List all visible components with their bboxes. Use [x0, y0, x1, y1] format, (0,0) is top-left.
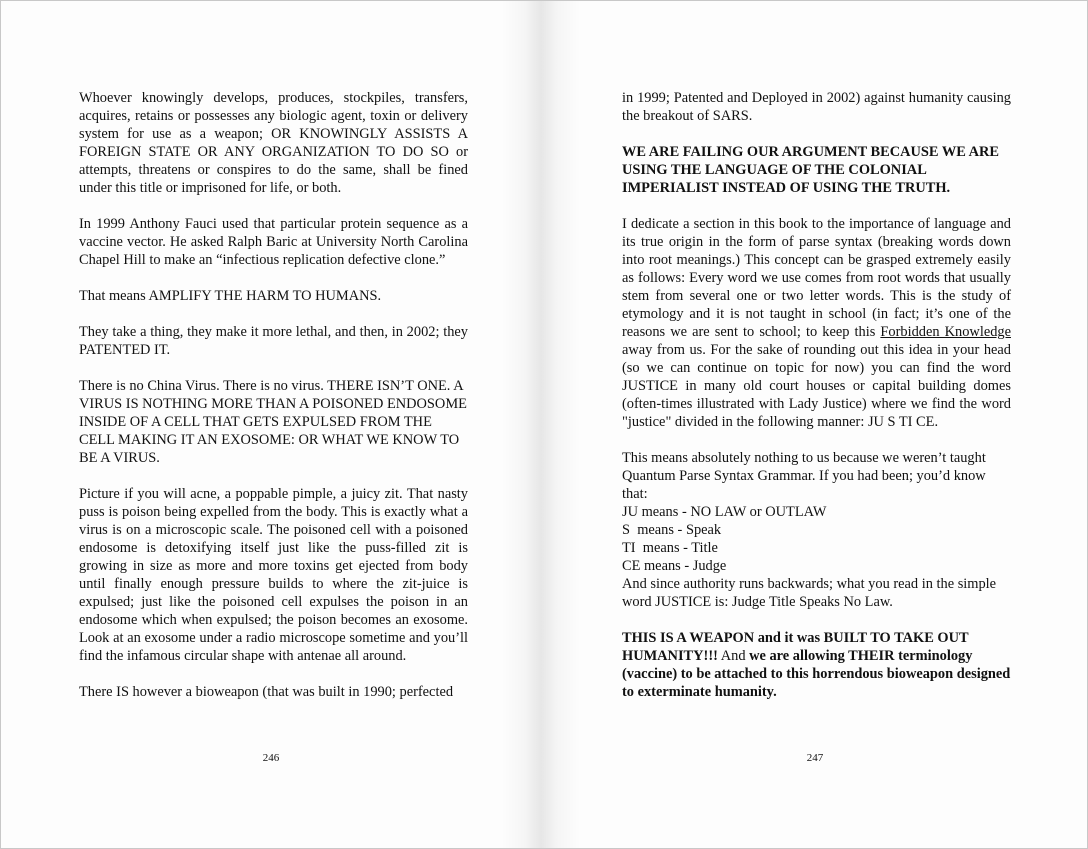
paragraph: Picture if you will acne, a poppable pimple, a juicy zit. That nasty puss is poison being expelled from the body. This is exactly what a virus is on a microscopic scale. The poisoned cell with a poisoned endosome is detoxifying itself just like the puss-filled zit is growing in size as more and more toxins get ejected from body until finally enough pressure builds to where the zit-juice is expulsed; just like the poisoned cell expulses the poison in an endosome which when expulsed; the poison becomes an exosome. Look at an exosome under a radio microscope sometime and you’ll find the infamous circular shape with antenae all around. [79, 486, 468, 664]
right-page [545, 1, 1088, 848]
definition-item: S means - Speak [622, 522, 722, 538]
definition-list [622, 503, 1011, 575]
page-number: 246 [262, 752, 280, 764]
definition-item: TI means - Title [622, 540, 718, 556]
text-run: I dedicate a section in this book to the importance of language and its true origin in the form of parse syntax (breaking words down into root meanings.) This concept can be grasped extremely easily as follows: Every word we use comes from root words that usually stem from several one or two letter words. This is the study of etymology and it is not taught in school (in fact; it’s one of the reasons we are sent to school; to keep this [622, 216, 1011, 340]
paragraph: That means AMPLIFY THE HARM TO HUMANS. [79, 288, 382, 304]
text-run: away from us. For the sake of rounding out this idea in your head (so we can continue on topic for now) you can find the word JUSTICE in many old court houses or capital building domes (often-times illustrated with Lady Justice) where we find the word "justice" divided in the following manner: JU S TI CE. [622, 342, 1011, 430]
bold-text-run: THIS IS A WEAPON and it was BUILT TO TAKE OUT HUMANITY!!! [622, 630, 969, 664]
paragraph: And since authority runs backwards; what you read in the simple word JUSTICE is: Judge Title Speaks No Law. [622, 576, 997, 610]
paragraph: in 1999; Patented and Deployed in 2002) against humanity causing the breakout of SARS. [622, 90, 1011, 124]
definition-item: CE means - Judge [622, 558, 727, 574]
paragraph: In 1999 Anthony Fauci used that particular protein sequence as a vaccine vector. He asked Ralph Baric at University North Carolina Chapel Hill to make an “infectious replication defective clone.” [79, 216, 468, 268]
paragraph: There IS however a bioweapon (that was built in 1990; perfected [79, 684, 454, 700]
bold-heading-paragraph: WE ARE FAILING OUR ARGUMENT BECAUSE WE ARE USING THE LANGUAGE OF THE COLONIAL IMPERIALIST INSTEAD OF USING THE TRUTH. [622, 144, 1000, 196]
paragraph [622, 629, 1011, 701]
definition-item: JU means - NO LAW or OUTLAW [622, 504, 827, 520]
text-run: And [717, 648, 750, 664]
bold-text-run: we are allowing THEIR terminology (vaccine) to be attached to this horrendous bioweapon designed to exterminate humanity. [622, 648, 1011, 700]
paragraph [622, 215, 1011, 431]
right-page-text [622, 89, 1011, 719]
paragraph: They take a thing, they make it more lethal, and then, in 2002; they PATENTED IT. [79, 324, 468, 358]
page-number: 247 [806, 752, 824, 764]
paragraph: This means absolutely nothing to us because we weren’t taught Quantum Parse Syntax Grammar. If you had been; you’d know that: [622, 450, 986, 502]
left-page-text [79, 89, 468, 719]
paragraph: There is no China Virus. There is no virus. THERE ISN’T ONE. A VIRUS IS NOTHING MORE THAN A POISONED ENDOSOME INSIDE OF A CELL THAT GETS EXPULSED FROM THE CELL MAKING IT AN EXOSOME: OR WHAT WE KNOW TO BE A VIRUS. [79, 378, 467, 466]
left-page [1, 1, 545, 848]
forbidden-knowledge-underlined-text: Forbidden Knowledge [880, 324, 1011, 340]
paragraph: Whoever knowingly develops, produces, stockpiles, transfers, acquires, retains or possesses any biologic agent, toxin or delivery system for use as a weapon; OR KNOWINGLY ASSISTS A FOREIGN STATE OR ANY ORGANIZATION TO DO SO or attempts, threatens or conspires to do the same, shall be fined under this title or imprisoned for life, or both. [79, 90, 468, 196]
